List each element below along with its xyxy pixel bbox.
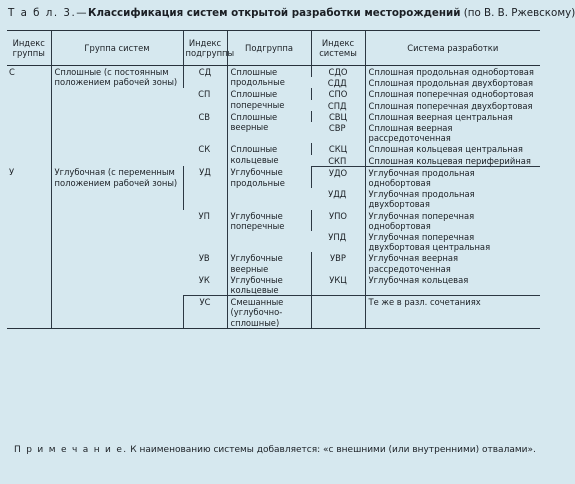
header-system-index: Индекс системы	[311, 31, 365, 66]
system-name: Углубочная поперечная двухбортовая центральная	[365, 231, 540, 252]
system-name: Сплошная поперечная двухбортовая	[365, 100, 540, 111]
header-group-name: Группа систем	[51, 31, 183, 66]
system-index: СДО	[311, 66, 365, 78]
system-name: Сплошная продольная однобортовая	[365, 66, 540, 78]
system-index: СПО	[311, 88, 365, 99]
system-name: Те же в разл. сочетаниях	[365, 296, 540, 329]
system-name: Сплошная кольцевая периферийная	[365, 155, 540, 167]
subgroup-name: Смешанные (углубочно-сплошные)	[227, 296, 311, 329]
system-index: СДД	[327, 78, 347, 89]
system-name: Сплошная поперечная однобортовая	[365, 88, 540, 99]
system-index: СПД	[327, 100, 347, 111]
header-system-name: Система разработки	[365, 31, 540, 66]
system-name: Сплошная кольцевая центральная	[365, 143, 540, 154]
subgroup-name: Сплошные кольцевые	[227, 143, 311, 166]
group-index: С	[9, 67, 15, 77]
system-name: Углубочная веерная рассредоточенная	[365, 252, 540, 273]
system-index: УКЦ	[311, 274, 365, 296]
caption-label: Т а б л. 3.—	[8, 7, 89, 19]
table-row	[7, 66, 540, 78]
group-name: Углубочная (с переменным положением рабочей зоны)	[51, 166, 183, 295]
system-index: СКП	[311, 155, 365, 167]
system-index: УДД	[328, 189, 347, 200]
system-index: УПД	[328, 232, 347, 243]
system-name: Углубочная поперечная однобортовая	[365, 210, 540, 231]
caption-author: (по В. В. Ржевскому)	[463, 7, 575, 19]
table-row	[7, 296, 540, 329]
note-label: П р и м е ч а н и е.	[14, 445, 128, 455]
note-text: К наименованию системы добавляется: «с внешними (или внутренними) отвалами».	[130, 445, 536, 455]
system-index: СВЦ	[311, 111, 365, 122]
subgroup-name: Сплошные веерные	[227, 111, 311, 144]
subgroup-index: УС	[183, 296, 227, 329]
system-index: УДО	[311, 166, 365, 188]
subgroup-name: Углубочные продольные	[227, 166, 311, 209]
header-subgroup-index: Индекс подгруппы	[183, 31, 227, 66]
system-index: СКЦ	[311, 143, 365, 154]
subgroup-name: Углубочные поперечные	[227, 210, 311, 253]
subgroup-name: Углубочные кольцевые	[227, 274, 311, 296]
subgroup-name: Сплошные продольные	[227, 66, 311, 89]
system-index	[311, 296, 365, 329]
subgroup-index: УП	[198, 210, 210, 221]
classification-table	[7, 30, 540, 329]
table-caption	[8, 6, 575, 20]
system-index: УПО	[311, 210, 365, 231]
subgroup-index: СД	[183, 66, 227, 89]
system-name: Углубочная кольцевая	[365, 274, 540, 296]
system-name: Углубочная продольная однобортовая	[365, 166, 540, 188]
header-row	[7, 31, 540, 66]
subgroup-index: УК	[183, 274, 227, 296]
system-name: Сплошная продольная двухбортовая	[365, 77, 540, 88]
system-name: Сплошная веерная рассредоточенная	[365, 122, 540, 143]
system-index: УВР	[311, 252, 365, 273]
system-name: Углубочная продольная двухбортовая	[365, 188, 540, 209]
group-index: У	[9, 167, 15, 178]
system-index: СВР	[328, 123, 346, 134]
subgroup-name: Углубочные веерные	[227, 252, 311, 273]
header-subgroup-name: Подгруппа	[227, 31, 311, 66]
group-name	[51, 296, 183, 329]
caption-title: Классификация систем открытой разработки месторождений	[88, 7, 461, 19]
subgroup-index: УД	[183, 166, 227, 209]
table-row	[7, 166, 540, 188]
group-index	[7, 296, 51, 329]
subgroup-index: СВ	[198, 111, 211, 122]
subgroup-index: СК	[198, 144, 211, 155]
subgroup-name: Сплошные поперечные	[227, 88, 311, 110]
group-name: Сплошные (с постоянным положением рабочей зоны)	[51, 66, 183, 167]
subgroup-index: СП	[198, 89, 211, 100]
system-name: Сплошная веерная центральная	[365, 111, 540, 122]
subgroup-index: УВ	[198, 253, 210, 264]
table-note	[14, 444, 542, 456]
header-group-index: Индекс группы	[7, 31, 51, 66]
